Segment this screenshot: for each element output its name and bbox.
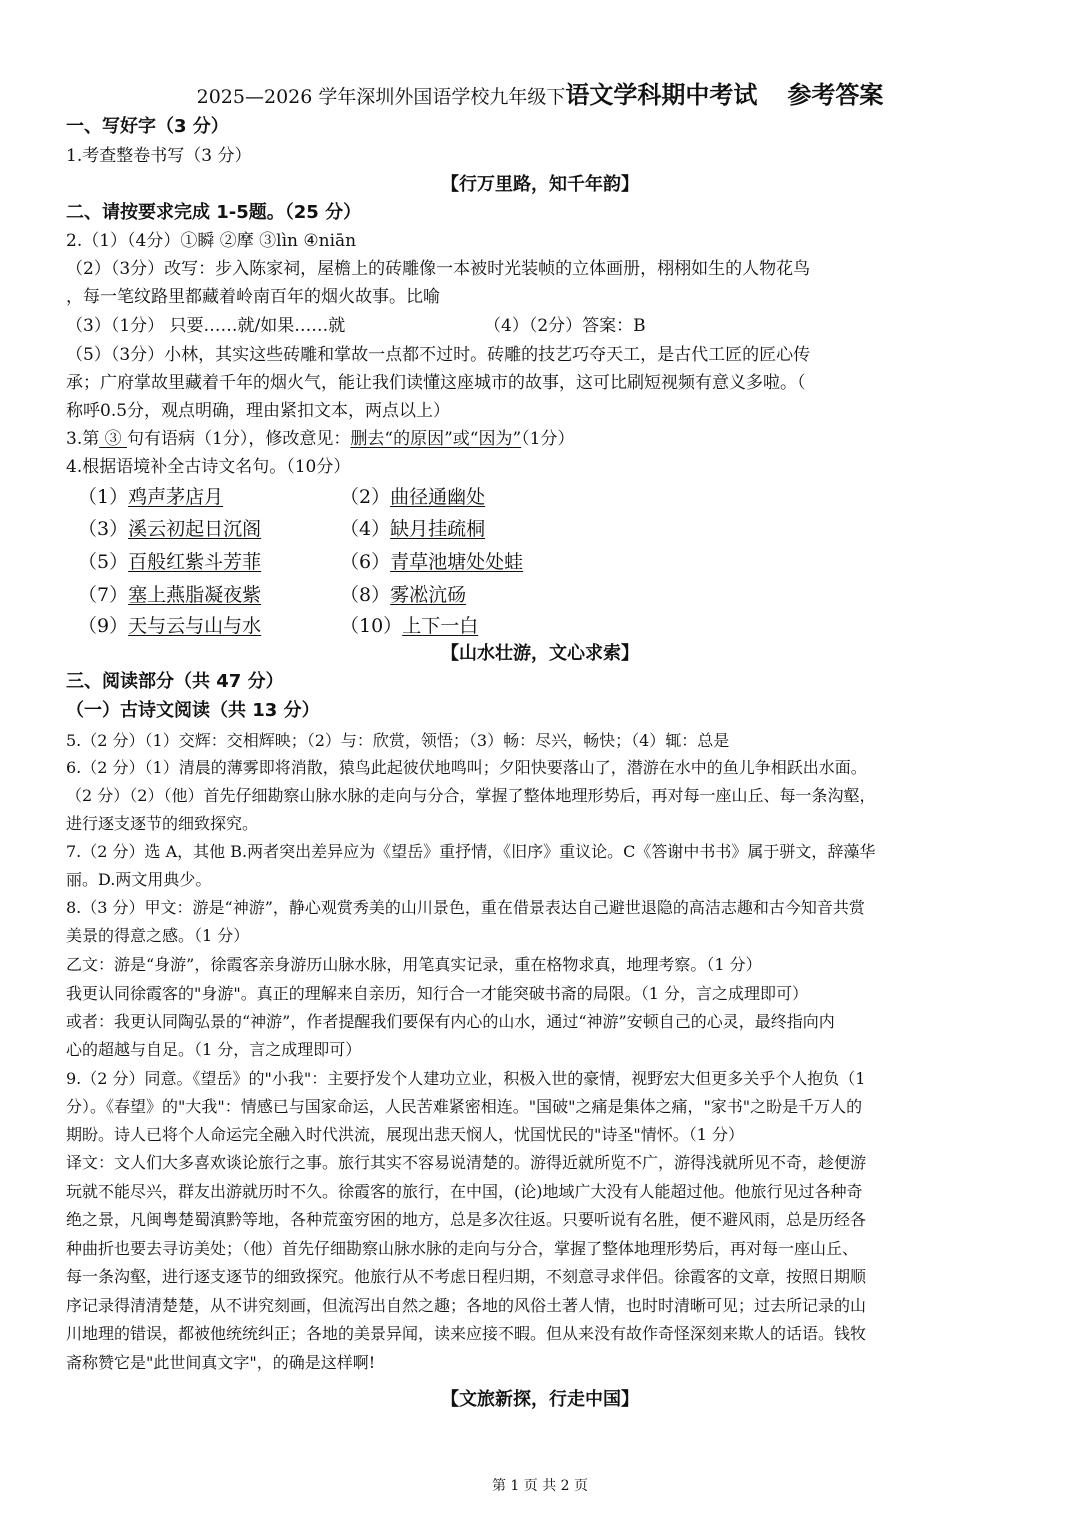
poem-row xyxy=(78,518,486,540)
title-suffix: 参考答案 xyxy=(787,81,884,109)
page-footer: 第 1 页 共 2 页 xyxy=(491,1478,589,1494)
answer-line: 我更认同徐霞客的"身游"。真正的理解来自亲历，知行合一才能突破书斋的局限。（1 分，言之成理即可） xyxy=(66,984,808,1003)
answer-line: 9.（2 分）同意。《望岳》的"小我"：主要抒发个人建功立业，积极入世的豪情，视野宏大但更多关乎个人抱负（1 xyxy=(66,1069,866,1088)
answer-q1: 1.考查整卷书写（3 分） xyxy=(66,146,252,166)
poem-row xyxy=(78,584,467,606)
poem-number: （10） xyxy=(340,615,403,637)
poem-number: （8） xyxy=(340,584,391,606)
answer-q2-5a: （5）（3分）小林，其实这些砖雕和掌故一点都不过时。砖雕的技艺巧夺天工，是古代工匠的匠心传 xyxy=(66,345,811,365)
answer-q2-3: （3）（1分） 只要……就/如果……就 xyxy=(66,316,346,336)
q3-sentence-number: ③ xyxy=(99,429,128,449)
translation-line: 绝之景，凡闽粤楚蜀滇黔等地，各种荒蛮穷困的地方，总是多次往返。只要听说有名胜，便不避风雨，总是历经各 xyxy=(66,1210,867,1229)
answer-q2-2a: （2）（3分）改写：步入陈家祠，屋檐上的砖雕像一本被时光装帧的立体画册，栩栩如生的人物花鸟 xyxy=(66,259,811,279)
answer-q2-1: 2.（1）（4分）①瞬 ②摩 ③lìn ④niān xyxy=(66,231,357,251)
poem-row xyxy=(78,486,486,508)
document-title xyxy=(0,80,1080,112)
section-2-heading: 二、请按要求完成 1-5题。（25 分） xyxy=(66,202,362,223)
q3-score: （1分） xyxy=(521,429,575,449)
poem-number: （3） xyxy=(78,518,129,540)
answer-q3 xyxy=(66,428,574,450)
subsection-heading: （一）古诗文阅读（共 13 分） xyxy=(66,700,320,721)
poem-number: （6） xyxy=(340,551,391,573)
poem-row xyxy=(78,551,524,573)
poem-number: （2） xyxy=(340,486,391,508)
translation-line: 斋称赞它是"此世间真文字"，的确是这样啊! xyxy=(66,1353,376,1372)
poem-number: （5） xyxy=(78,551,129,573)
q3-prefix: 3.第 xyxy=(66,429,100,449)
poem-number: （7） xyxy=(78,584,129,606)
answer-line: 8.（3 分）甲文：游是“神游”，静心观赏秀美的山川景色，重在借景表达自己避世退隐的高洁志趣和古今知音共赏 xyxy=(66,898,865,917)
poem-answer: 雾凇沆砀 xyxy=(390,584,467,606)
answer-line: 6.（2 分）（1）清晨的薄雾即将消散，猿鸟此起彼伏地鸣叫；夕阳快要落山了，潜游在水中的鱼儿争相跃出水面。 xyxy=(66,758,867,777)
answer-line: 7.（2 分）选 A，其他 B.两者突出差异应为《望岳》重抒情，《旧序》重议论。C《答谢中书书》属于骈文，辞藻华 xyxy=(66,842,876,861)
poem-answer: 天与云与山与水 xyxy=(128,615,262,637)
banner-2: 【山水壮游，文心求索】 xyxy=(441,643,639,664)
poem-answer: 曲径通幽处 xyxy=(390,486,486,508)
poem-answer: 百般红紫斗芳菲 xyxy=(128,551,262,573)
poem-number: （4） xyxy=(340,518,391,540)
answer-line: 乙文：游是“身游”，徐霞客亲身游历山脉水脉，用笔真实记录，重在格物求真，地理考察。（1 分） xyxy=(66,955,762,974)
poem-number: （1） xyxy=(78,486,129,508)
banner-3: 【文旅新探，行走中国】 xyxy=(441,1389,639,1410)
poem-answer: 溪云初起日沉阁 xyxy=(128,518,262,540)
section-1-heading: 一、写好字（3 分） xyxy=(66,116,229,137)
poem-answer: 鸡声茅店月 xyxy=(128,486,224,508)
poem-answer: 塞上燕脂凝夜紫 xyxy=(128,584,262,606)
answer-line: 分）。《春望》的"大我"：情感已与国家命运，人民苦难紧密相连。"国破"之痛是集体之痛，"家书"之盼是千万人的 xyxy=(66,1097,863,1116)
answer-q2-2b: ，每一笔纹路里都藏着岭南百年的烟火故事。比喻 xyxy=(66,287,440,307)
answer-line: 或者：我更认同陶弘景的“神游”，作者提醒我们要保有内心的山水，通过“神游”安顿自己的心灵，最终指向内 xyxy=(66,1012,835,1031)
answer-line: 心的超越与自足。（1 分，言之成理即可） xyxy=(66,1040,362,1059)
poem-row xyxy=(78,615,479,637)
poem-answer: 青草池塘处处蛙 xyxy=(390,551,524,573)
translation-line: 译文：文人们大多喜欢谈论旅行之事。旅行其实不容易说清楚的。游得近就所览不广，游得浅就所见不奇，趁便游 xyxy=(66,1153,867,1172)
title-main: 语文学科期中考试 xyxy=(565,81,758,109)
poem-number: （9） xyxy=(78,615,129,637)
banner-1: 【行万里路，知千年韵】 xyxy=(441,174,639,195)
section-3-heading: 三、阅读部分（共 47 分） xyxy=(66,671,284,692)
translation-line: 玩就不能尽兴，群友出游就历时不久。徐霞客的旅行，在中国，(论)地域广大没有人能超过他。他旅行见过各种奇 xyxy=(66,1182,863,1201)
answer-line: 丽。D.两文用典少。 xyxy=(66,870,212,889)
q3-fix: 删去“的原因”或“因为” xyxy=(350,429,522,449)
poem-answer: 缺月挂疏桐 xyxy=(390,518,486,540)
translation-line: 序记录得清清楚楚，从不讲究刻画，但流泻出自然之趣；各地的风俗土著人情，也时时清晰可见；过去所记录的山 xyxy=(66,1296,867,1315)
answer-line: 美景的得意之感。（1 分） xyxy=(66,926,250,945)
answer-line: 5.（2 分）（1）交辉：交相辉映；（2）与：欣赏，领悟；（3）畅：尽兴，畅快；（4）辄：总是 xyxy=(66,731,730,750)
answer-q2-4: （4）（2分）答案：B xyxy=(484,316,646,336)
answer-q2-5b: 承；广府掌故里藏着千年的烟火气，能让我们读懂这座城市的故事，这可比刷短视频有意义多啦。（ xyxy=(66,373,806,393)
q3-middle: 句有语病（1分），修改意见： xyxy=(127,429,351,449)
translation-line: 种曲折也要去寻访美处；（他）首先仔细勘察山脉水脉的走向与分合，掌握了整体地理形势后，再对每一座山丘、 xyxy=(66,1239,859,1258)
answer-line: （2 分）（2）（他）首先仔细勘察山脉水脉的走向与分合，掌握了整体地理形势后，再对每一座山丘、每一条沟壑， xyxy=(66,786,876,805)
answer-line: 进行逐支逐节的细致探究。 xyxy=(66,814,259,833)
answer-q2-5c: 称呼0.5分，观点明确，理由紧扣文本，两点以上） xyxy=(66,401,451,421)
answer-q4: 4.根据语境补全古诗文名句。（10分） xyxy=(66,457,351,477)
title-prefix: 2025—2026 学年深圳外国语学校九年级下 xyxy=(196,86,566,108)
answer-line: 期盼。诗人已将个人命运完全融入时代洪流，展现出悲天悯人，忧国忧民的"诗圣"情怀。（1 分） xyxy=(66,1125,744,1144)
translation-line: 川地理的错误，都被他统统纠正；各地的美景异闻，读来应接不暇。但从来没有故作奇怪深刻来欺人的话语。钱牧 xyxy=(66,1324,867,1343)
translation-line: 每一条沟壑，进行逐支逐节的细致探究。他旅行从不考虑日程归期，不刻意寻求伴侣。徐霞客的文章，按照日期顺 xyxy=(66,1267,867,1286)
poem-answer: 上下一白 xyxy=(402,615,479,637)
